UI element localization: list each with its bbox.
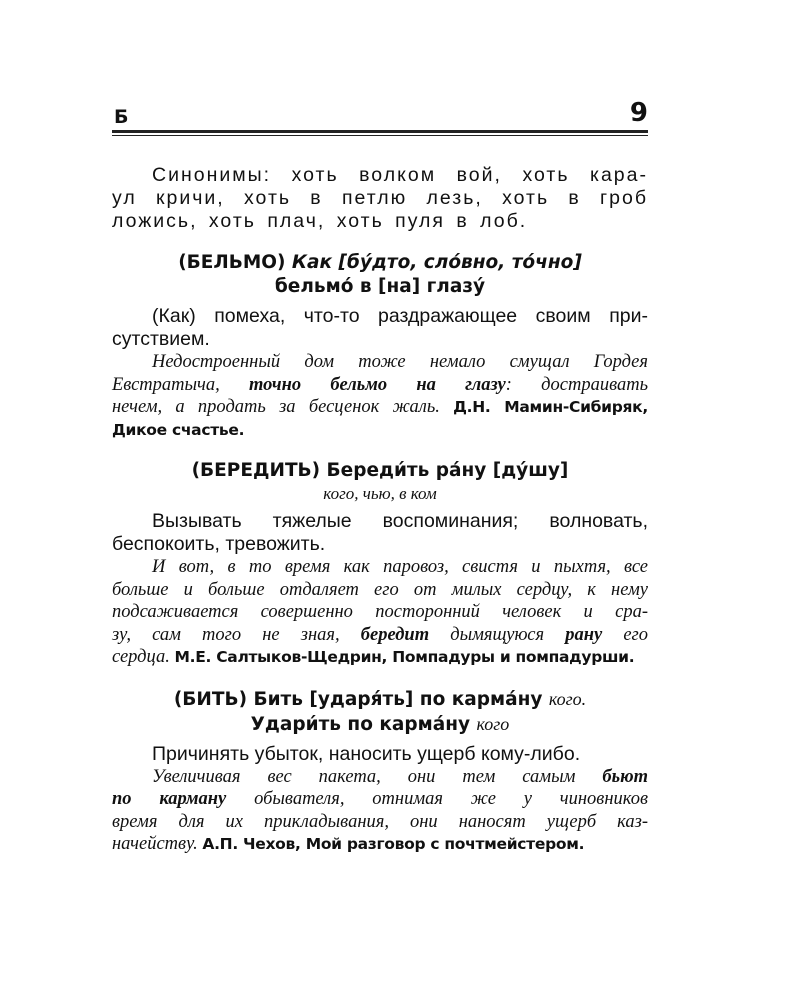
example-text: Увеличивая вес пакета, они тем самым [152,766,603,787]
entry-grammar: кого [476,713,510,734]
synonyms-line: ул кричи, хоть в петлю лезь, хоть в гроб [112,187,648,209]
definition-line: сутствием. [112,328,210,350]
synonyms-line: Синонимы: хоть волком вой, хоть кара- [152,164,648,186]
example-text: зу, сам того не зная, [112,624,361,645]
example-line: И вот, в то время как паровоз, свистя и пыхтя, все [152,557,648,577]
entry-idiom-variant: Удари́ть по карма́ну [250,713,471,735]
entry-idiom-variant: Как [бу́дто, сло́вно, то́чно] [291,252,582,273]
example-text: обывателя, отнимая же у чиновников [226,789,648,809]
example-source: М.Е. Салтыков-Щедрин, Помпадуры и помпадурши. [174,648,635,666]
example-line [112,396,648,419]
running-head [112,98,648,130]
definition-line: Вызывать тяжелые воспоминания; волновать, [152,510,648,532]
definition-line: Причинять убыток, наносить ущерб кому-либо. [152,742,581,765]
book-page [112,98,648,856]
example-line [112,624,648,647]
example-source: Дикое счастье. [112,420,245,439]
entry-idiom [112,712,648,737]
entry-bit [112,687,648,856]
definition-line: (Как) помеха, что-то раздражающее своим при- [152,305,648,327]
example-line [112,788,648,811]
entry-heading [112,251,648,275]
entry-definition [112,743,648,766]
section-letter: Б [114,106,129,128]
header-rule-thin [112,135,648,136]
definition-line: беспокоить, тревожить. [112,533,326,555]
example-source: Д.Н. Мамин-Сибиряк, [453,398,648,416]
page-number: 9 [629,98,648,128]
entry-definition [112,305,648,351]
example-text: нечем, а продать за бесценок жаль. [112,397,454,417]
example-highlight: бередит [360,624,430,645]
entry-definition [112,510,648,556]
entry-keyword: (БЕЛЬМО) [178,252,286,273]
example-line: время для их прикладывания, они наносят ущерб каз- [112,811,648,832]
entry-example [112,766,648,856]
example-highlight: рану [565,624,603,645]
example-line [112,419,648,442]
entry-keyword: (БИТЬ) Бить [ударя́ть] по карма́ну [173,688,543,710]
example-line [112,646,648,669]
example-highlight: точно бельмо на глазу [248,374,506,395]
entry-heading: (БЕРЕДИТЬ) Береди́ть ра́ну [ду́шу] [191,460,569,481]
entry-example [112,351,648,441]
entry-belmo [112,251,648,441]
example-text: : достраивать [505,374,649,395]
entry-beredit [112,459,648,669]
example-line [112,766,648,789]
example-line: Недостроенный дом тоже немало смущал Гордея [152,352,648,372]
entry-grammar: кого, чью, в ком [323,484,437,503]
example-text: Евстратыча, [112,374,249,395]
example-source: А.П. Чехов, Мой разговор с почтмейстером. [202,835,585,853]
example-text: начейству. [112,834,203,854]
header-rule-thick [112,130,648,133]
example-line [112,374,648,397]
synonyms-paragraph [112,164,648,233]
entry-heading [112,687,648,712]
entry-grammar: кого. [548,688,587,709]
example-text: сердца. [112,647,175,667]
example-line [112,833,648,856]
example-text: его [602,624,648,645]
example-highlight: бьют [602,766,648,787]
example-line: подсаживается совершенно посторонний человек и сра- [112,602,648,622]
example-text: дымящуюся [429,624,566,645]
entry-idiom: бельмо́ в [на] глазу́ [274,276,486,297]
example-highlight: по карману [112,789,227,809]
synonyms-line: ложись, хоть плач, хоть пуля в лоб. [112,210,528,232]
entry-example [112,556,648,669]
example-line: больше и больше отдаляет его от милых сердцу, к нему [112,579,648,600]
